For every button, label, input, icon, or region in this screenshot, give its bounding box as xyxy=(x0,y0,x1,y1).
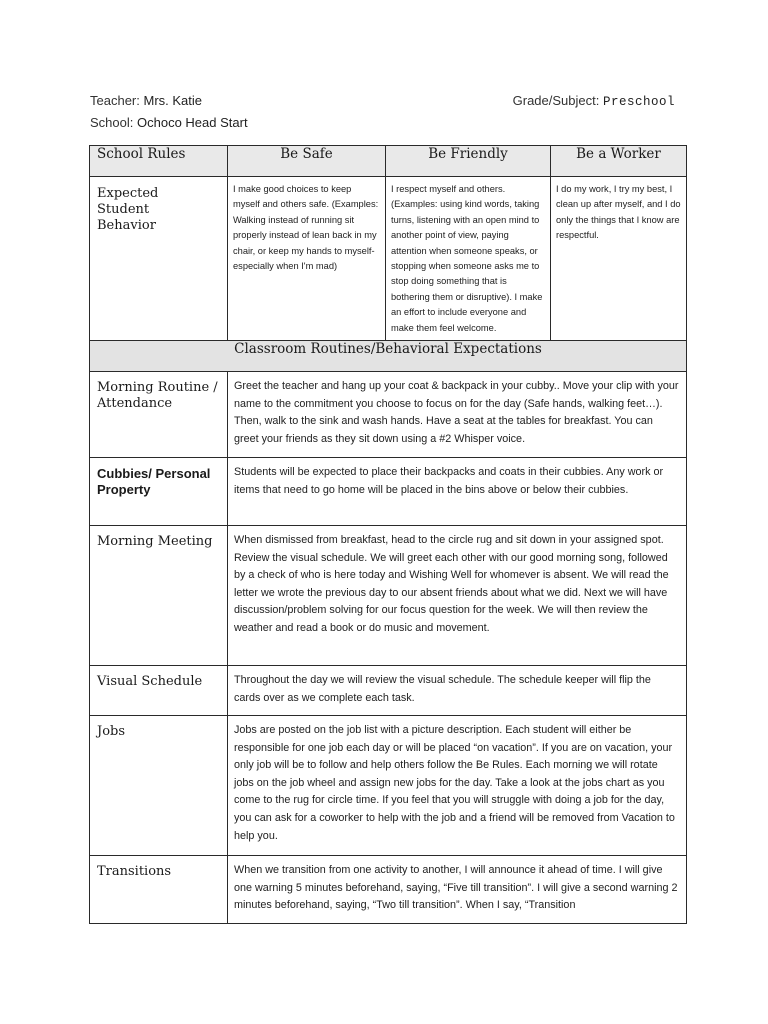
document-header xyxy=(90,92,675,136)
routine-text-cell xyxy=(228,666,687,716)
grade-line xyxy=(513,92,675,114)
column-header-school-rules: School Rules xyxy=(90,146,228,177)
routine-text-cell xyxy=(228,372,687,458)
routine-label-cell xyxy=(90,716,228,856)
routine-label: Morning Routine / Attendance xyxy=(97,380,218,412)
routine-label-cell xyxy=(90,856,228,924)
header-row-2 xyxy=(90,114,675,136)
routine-row-morning-meeting xyxy=(90,526,687,666)
routine-text-cell xyxy=(228,526,687,666)
school-rules-table xyxy=(89,145,687,924)
routine-label: Jobs xyxy=(97,724,126,740)
column-header-be-worker: Be a Worker xyxy=(551,146,687,177)
routine-text: Throughout the day we will review the visual schedule. The schedule keeper will flip the cards over as we complete each task. xyxy=(234,674,651,704)
routine-row-transitions xyxy=(90,856,687,924)
routine-label: Transitions xyxy=(97,864,172,880)
school-label: School: xyxy=(90,115,134,130)
teacher-line xyxy=(90,92,202,114)
expected-behavior-label-cell xyxy=(90,177,228,341)
routine-text-cell xyxy=(228,856,687,924)
routine-text: Students will be expected to place their backpacks and coats in their cubbies. Any work or items that need to go home will be placed in the bins above or below their cubbies. xyxy=(234,466,664,496)
column-header-be-friendly: Be Friendly xyxy=(386,146,551,177)
routine-text: Greet the teacher and hang up your coat & backpack in your cubby.. Move your clip with your name to the commitment you choose to focus on for the day (Safe hands, walking feet…). Then, walk to the sink and wash hands. Have a seat at the tables for breakfast. You can greet your friends as they sit down using a #2 Whisper voice. xyxy=(234,380,679,445)
be-safe-cell xyxy=(228,177,386,341)
teacher-value: Mrs. Katie xyxy=(143,93,203,108)
routine-label-cell xyxy=(90,526,228,666)
be-safe-text: I make good choices to keep myself and others safe. (Examples: Walking instead of running sit properly instead of lean back in my chair, or keep my hands to myself-especially when I'm mad) xyxy=(233,184,379,272)
table-header-row xyxy=(90,146,687,177)
routine-label: Morning Meeting xyxy=(97,534,213,550)
routine-label-cell xyxy=(90,372,228,458)
section-header-row xyxy=(90,341,687,372)
routine-label-cell xyxy=(90,666,228,716)
school-line xyxy=(90,114,248,136)
routine-label-cell xyxy=(90,458,228,526)
be-friendly-text: I respect myself and others. (Examples: using kind words, taking turns, listening with an open mind to another point of view, paying attention when someone speaks, or stopping when someone asks me to stop doing something that is bothering them or disruptive). I make an effort to include everyone and make them feel welcome. xyxy=(391,184,543,333)
be-friendly-cell xyxy=(386,177,551,341)
routine-label: Cubbies/ Personal Property xyxy=(97,466,211,498)
routine-text-cell xyxy=(228,458,687,526)
grade-value: Preschool xyxy=(602,95,675,109)
routine-row-cubbies xyxy=(90,458,687,526)
be-worker-text: I do my work, I try my best, I clean up after myself, and I do only the things that I know are respectful. xyxy=(556,184,681,241)
routine-text: When dismissed from breakfast, head to the circle rug and sit down in your assigned spot. Review the visual schedule. We will greet each other with our good morning song, followed by a check of who is here today and Wishing Well for whomever is absent. We will read the letter we wrote the previous day to our absent friends about what we did. Next we will have discussion/problem solving for our focus question for the week. We will then review the weather and read a book or do music and movement. xyxy=(234,534,669,635)
expected-behavior-row xyxy=(90,177,687,341)
grade-label: Grade/Subject: xyxy=(512,93,600,108)
routine-row-visual-schedule xyxy=(90,666,687,716)
routine-text-cell xyxy=(228,716,687,856)
header-row-1 xyxy=(90,92,675,114)
routine-text: When we transition from one activity to another, I will announce it ahead of time. I will give one warning 5 minutes beforehand, saying, “Five till transition”. I will give a second warning 2 minutes beforehand, saying, “Two till transition”. When I say, “Transition xyxy=(234,864,678,912)
routine-label: Visual Schedule xyxy=(97,674,203,690)
teacher-label: Teacher: xyxy=(90,93,140,108)
section-title: Classroom Routines/Behavioral Expectations xyxy=(90,341,687,372)
routine-row-jobs xyxy=(90,716,687,856)
column-header-be-safe: Be Safe xyxy=(228,146,386,177)
school-value: Ochoco Head Start xyxy=(137,115,248,130)
routine-row-morning-routine xyxy=(90,372,687,458)
expected-behavior-label: Expected Student Behavior xyxy=(97,186,159,233)
routine-text: Jobs are posted on the job list with a picture description. Each student will either be responsible for one job each day or will be placed “on vacation”. If you are on vacation, your only job will be to follow and help others follow the Be Rules. Each morning we will rotate jobs on the job wheel and assign new jobs for the day. Take a look at the jobs chart as you come to the rug for circle time. If you feel that you will struggle with doing a job for the day, you can ask for a coworker to help with the job and a friend will be removed from Vacation to help you. xyxy=(234,724,675,842)
be-worker-cell xyxy=(551,177,687,341)
